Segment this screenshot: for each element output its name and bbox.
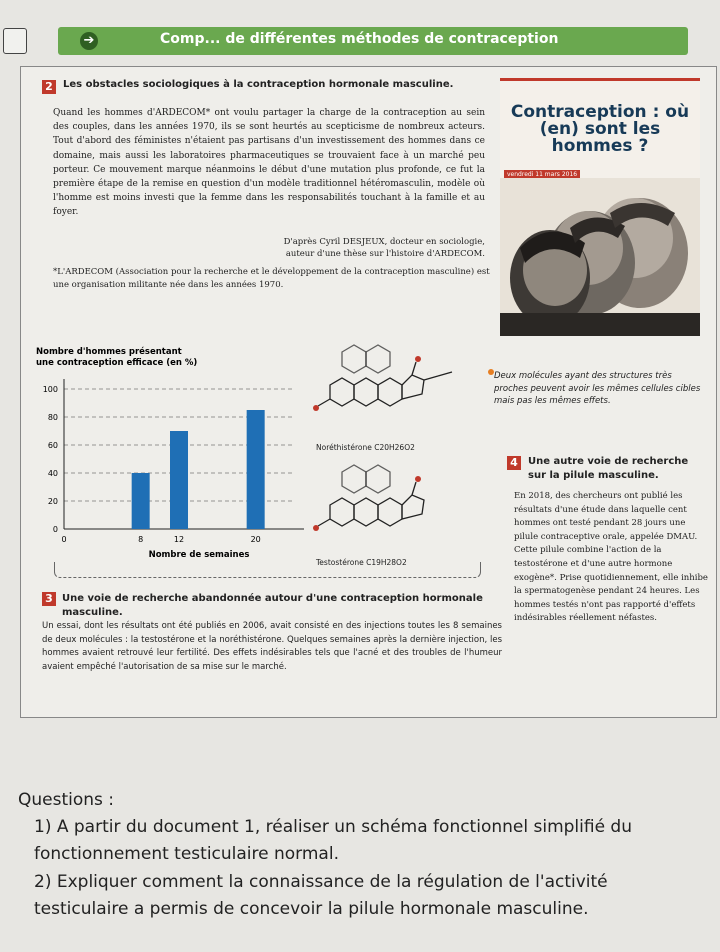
molecule-drawings	[310, 340, 485, 575]
doc4-number-badge: 4	[507, 456, 521, 470]
y-tick-label: 60	[47, 441, 58, 450]
norethisterone-structure	[313, 345, 452, 411]
testosterone-structure	[313, 465, 424, 531]
chart-title-line-2: une contraception efficace (en %)	[36, 358, 198, 368]
cover-date-tag: vendredi 11 mars 2016	[504, 170, 580, 179]
chart-svg	[34, 344, 334, 574]
attribution-line-1: D'après Cyril DESJEUX, docteur en sociologie,	[283, 237, 485, 247]
bar-week-8	[132, 473, 150, 529]
y-tick-label: 0	[52, 525, 58, 534]
chart-title-line-1: Nombre d'hommes présentant	[36, 347, 182, 357]
doc2-number-badge: 2	[42, 80, 56, 94]
x-tick-label: 8	[138, 535, 144, 544]
bar-chart	[34, 344, 334, 574]
y-tick-label: 100	[42, 385, 58, 394]
bar-week-12	[170, 431, 188, 529]
callout-text: Deux molécules ayant des structures très proches peuvent avoir les mêmes cellules cibles mais pas les mêmes effets.	[494, 371, 701, 406]
doc4-title: Une autre voie de recherche sur la pilule masculine.	[528, 456, 689, 481]
y-tick-label: 20	[47, 497, 58, 506]
chart-bracket	[54, 562, 481, 578]
x-axis-label: Nombre de semaines	[148, 550, 250, 560]
magazine-cover-image	[500, 78, 700, 336]
doc3-paragraph: Un essai, dont les résultats ont été publiés en 2006, avait consisté en des injections toutes les 8 semaines de deux molécules : la testostérone et la noréthistérone. Quelques semaines après la dernière injection, les hommes avaient retrouvé leur fertilité. Des effets indésirables tels que l'acné et des troubles de l'humeur avaient empêché l'autorisation de sa mise sur le marché.	[42, 621, 502, 672]
attribution-line-2: auteur d'une thèse sur l'histoire d'ARDECOM.	[285, 249, 485, 259]
cover-photo-men	[500, 78, 700, 336]
callout-dot-icon	[488, 369, 494, 375]
molecules-callout	[494, 370, 704, 408]
questions-title: Questions :	[18, 790, 115, 810]
x-tick-label: 12	[173, 535, 185, 544]
testosterone-label: Testostérone C19H28O2	[316, 558, 407, 567]
x-tick-label: 20	[250, 535, 261, 544]
molecule-structures	[310, 340, 485, 575]
page-tab	[3, 28, 27, 54]
doc4-paragraph: En 2018, des chercheurs ont publié les résultats d'une étude dans laquelle cent hommes ont testé pendant 28 jours une pilule contraceptive orale, appelée DMAU. Cette pilule combine l'action de la testostérone et d'une autre hormone exogène*. Prise quotidiennement, elle inhibe la spermatogenèse pendant 24 heures. Les hommes testés n'ont pas rapporté d'effets indésirables réellement néfastes.	[514, 491, 708, 624]
doc2-title: Les obstacles sociologiques à la contraception hormonale masculine.	[63, 79, 454, 90]
bar-week-20	[247, 410, 265, 529]
banner-title: Comp... de différentes méthodes de contraception	[160, 31, 559, 47]
question-1: 1) A partir du document 1, réaliser un schéma fonctionnel simplifié du fonctionnement testiculaire normal.	[34, 817, 632, 864]
doc2-paragraph: Quand les hommes d'ARDECOM* ont voulu partager la charge de la contraception au sein des couples, dans les années 1970, ils se sont heurtés au scepticisme de nombreux acteurs. Tout d'abord des féministes n'étaient pas partisans d'un investissement des hommes dans ce domaine, mais aussi les laboratoires pharmaceutiques se trouvaient face à un marché peu porteur. Ce mouvement marque néanmoins le début d'une mutation plus profonde, ce fut la première étape de la remise en question d'un modèle traditionnel hétéromasculin, modèle où l'homme est moins investi que la femme dans les responsabilités touchant à la famille et au foyer.	[53, 108, 485, 218]
doc2-attribution	[270, 236, 485, 260]
doc3-title: Une voie de recherche abandonnée autour d'une contraception hormonale masculine.	[62, 593, 483, 618]
doc2-footnote: *L'ARDECOM (Association pour la recherche et le développement de la contraception masculine) est une organisation militante née dans les années 1970.	[53, 267, 490, 290]
x-tick-label: 0	[61, 535, 67, 544]
y-tick-label: 80	[47, 413, 58, 422]
y-tick-label: 40	[47, 469, 58, 478]
section-banner	[58, 27, 688, 55]
cover-heading: Contraception : où (en) sont les hommes ?	[510, 102, 690, 156]
doc3-number-badge: 3	[42, 592, 56, 606]
norethisterone-label: Noréthistérone C20H26O2	[316, 443, 415, 452]
arrow-right-icon: ➔	[80, 32, 98, 50]
question-2: 2) Expliquer comment la connaissance de la régulation de l'activité testiculaire a permis de concevoir la pilule hormonale masculine.	[34, 872, 608, 919]
